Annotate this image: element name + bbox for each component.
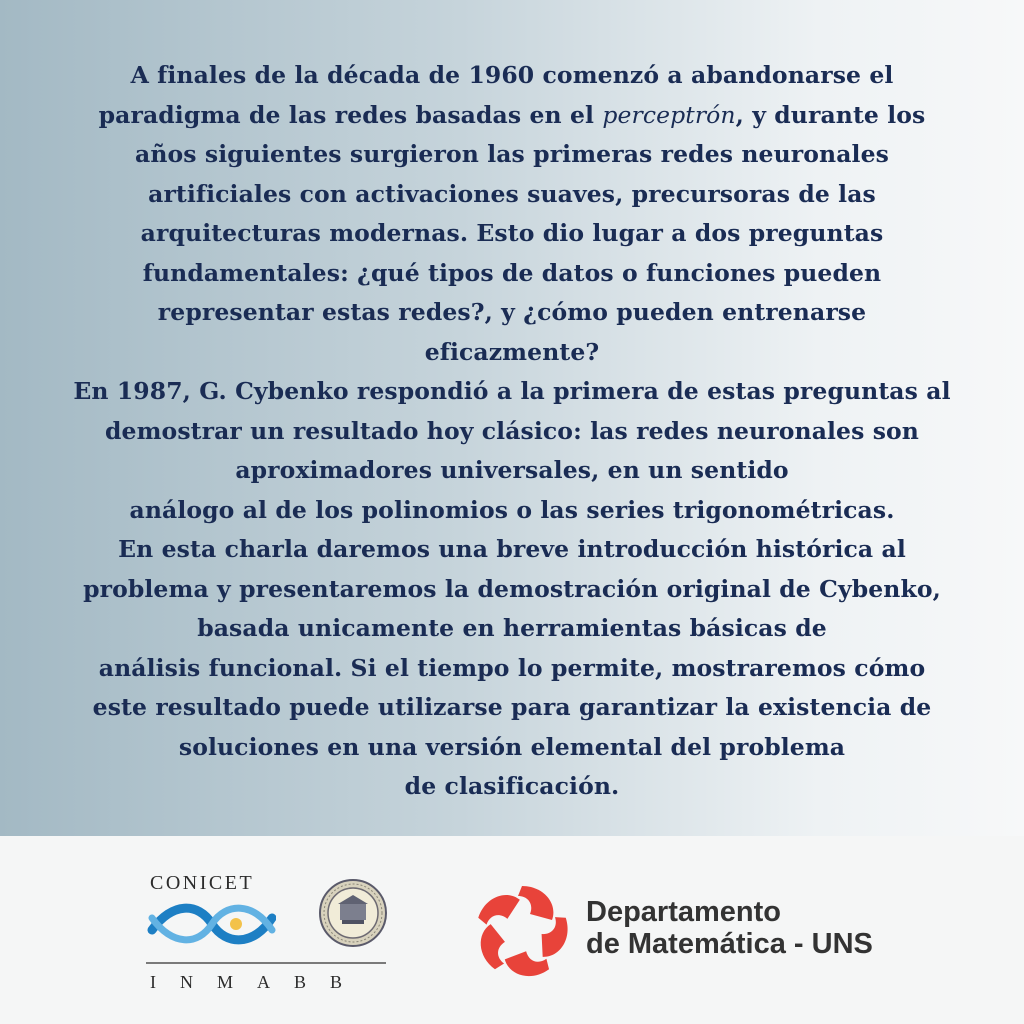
- abstract-line: [20, 688, 1004, 728]
- department-line-2: de Matemática - UNS: [586, 928, 873, 960]
- abstract-line: [20, 293, 1004, 333]
- conicet-wave-icon: [146, 896, 276, 952]
- abstract-line: [20, 609, 1004, 649]
- abstract-text: problema y presentaremos la demostración original de Cybenko,: [83, 574, 941, 603]
- abstract-text: eficazmente?: [424, 337, 600, 366]
- pinwheel-logo-icon: [470, 880, 574, 984]
- abstract-text: soluciones en una versión elemental del problema: [178, 732, 846, 761]
- abstract-line: [20, 214, 1004, 254]
- abstract-text: demostrar un resultado hoy clásico: las redes neuronales son: [105, 416, 919, 445]
- abstract-line: [20, 333, 1004, 373]
- abstract-text: En 1987, G. Cybenko respondió a la primera de estas preguntas al: [73, 377, 951, 405]
- abstract-text: , y durante los: [735, 100, 926, 129]
- abstract-emphasis: perceptrón: [602, 100, 736, 129]
- department-line-1: Departamento: [586, 896, 781, 928]
- abstract-text: artificiales con activaciones suaves, precursoras de las: [148, 179, 876, 208]
- abstract-line: [20, 570, 1004, 610]
- abstract-text: representar estas redes?, y ¿cómo pueden entrenarse: [157, 298, 867, 326]
- abstract-text: análisis funcional. Si el tiempo lo permite, mostraremos cómo: [98, 653, 926, 682]
- abstract-text: análogo al de los polinomios o las series trigonométricas.: [129, 495, 895, 524]
- department-name: [586, 896, 873, 960]
- abstract-text: de clasificación.: [404, 772, 620, 800]
- abstract-text: paradigma de las redes basadas en el: [98, 100, 603, 129]
- abstract-text: aproximadores universales, en un sentido: [235, 456, 789, 484]
- abstract-line: [20, 649, 1004, 689]
- abstract-text: años siguientes surgieron las primeras redes neuronales: [135, 140, 889, 168]
- conicet-wordmark: CONICET: [150, 872, 255, 894]
- abstract-line: [20, 728, 1004, 768]
- abstract-line: [20, 412, 1004, 452]
- university-seal-icon: [318, 878, 388, 948]
- abstract-text: arquitecturas modernas. Esto dio lugar a dos preguntas: [140, 219, 884, 247]
- abstract-line: [20, 530, 1004, 570]
- abstract-text: fundamentales: ¿qué tipos de datos o funciones pueden: [142, 258, 882, 287]
- abstract-text: A finales de la década de 1960 comenzó a abandonarse el: [130, 61, 894, 89]
- abstract-line: [20, 491, 1004, 531]
- abstract-line: [20, 96, 1004, 136]
- abstract-line: [20, 451, 1004, 491]
- inmabb-wordmark: INMABB: [150, 972, 367, 992]
- logo-divider: [146, 962, 386, 964]
- abstract-text: basada unicamente en herramientas básicas de: [197, 614, 827, 642]
- abstract-line: [20, 372, 1004, 412]
- abstract-line: [20, 254, 1004, 294]
- talk-abstract: [20, 56, 1004, 807]
- abstract-line: [20, 56, 1004, 96]
- abstract-text: este resultado puede utilizarse para garantizar la existencia de: [92, 693, 932, 721]
- abstract-line: [20, 135, 1004, 175]
- abstract-text: En esta charla daremos una breve introducción histórica al: [118, 535, 906, 563]
- abstract-line: [20, 175, 1004, 215]
- abstract-line: [20, 767, 1004, 807]
